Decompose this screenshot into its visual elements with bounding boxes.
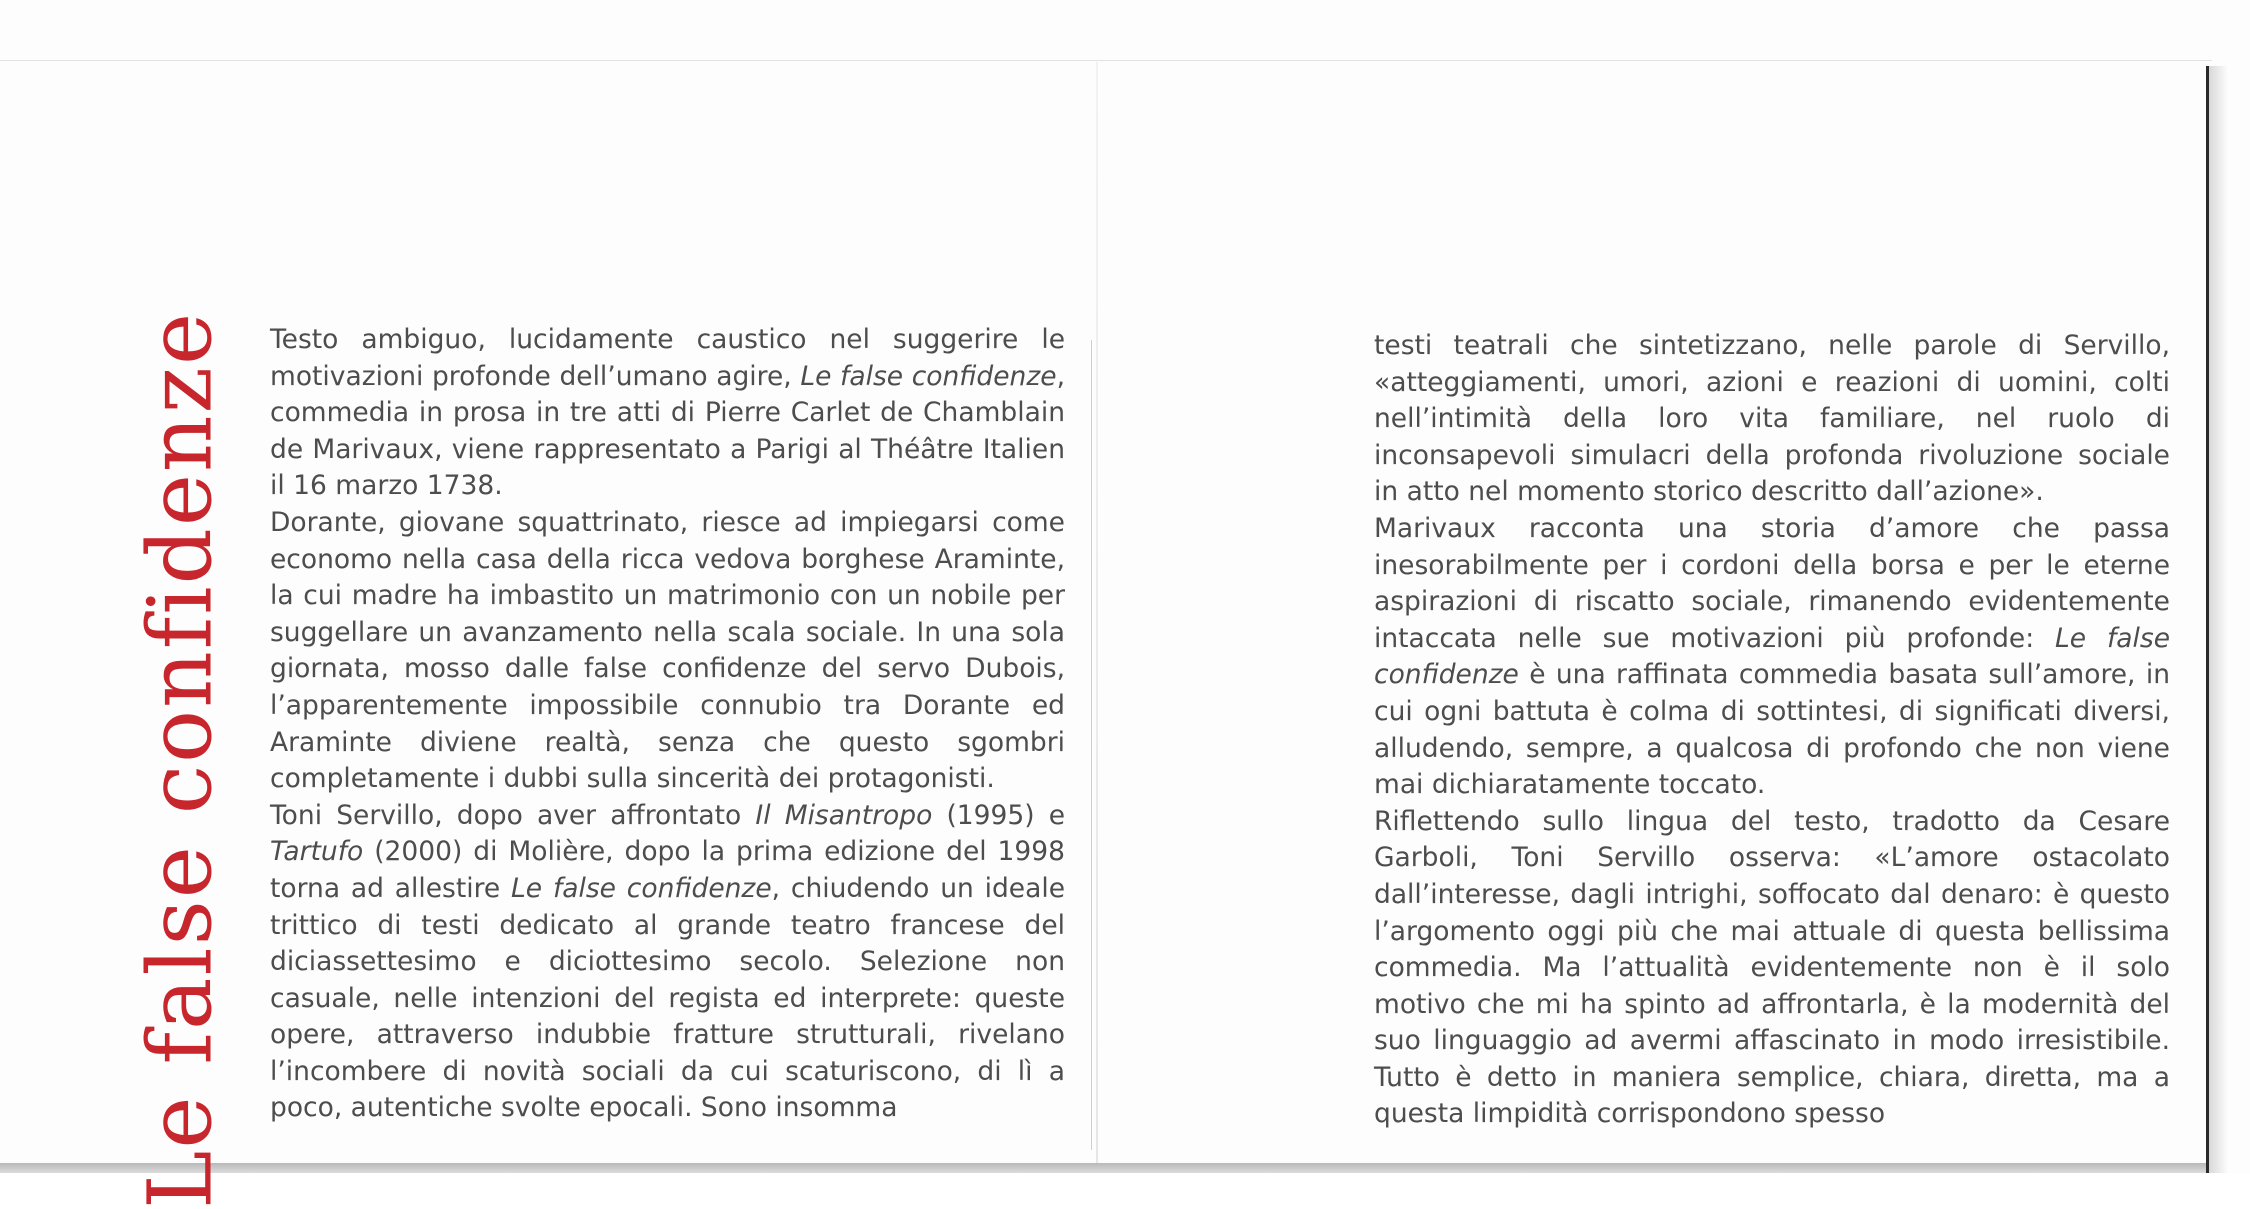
- left-column: [270, 322, 1065, 1127]
- page-top-edge: [0, 60, 2212, 61]
- text-run: testi teatrali che sintetizzano, nelle parole di Servillo, «atteggiamenti, umori, azioni e reazioni di uomini, colti nell’intimità della loro vita familiare, nel ruolo di inconsapevoli simulacri della profonda rivoluzione sociale in atto nel momento storico descritto dall’azione».: [1374, 330, 2170, 508]
- text-run: Marivaux racconta una storia d’amore che passa inesorabilmente per i cordoni della borsa e per le eterne aspirazioni di riscatto sociale, rimanendo evidentemente intaccata nelle sue motivazioni più profonde:: [1374, 512, 2170, 654]
- paragraph: [270, 798, 1065, 1127]
- page-title: Le false confidenze: [128, 310, 232, 1209]
- text-run: Testo ambiguo, lucidamente caustico nel suggerire le motivazioni profonde dell’umano agire,: [270, 324, 1065, 392]
- right-column: [1374, 328, 2170, 1133]
- text-run: , commedia in prosa in tre atti di Pierre Carlet de Chamblain de Marivaux, viene rappresentato a Parigi al Théâtre Italien il 16 marzo 1738.: [270, 360, 1065, 502]
- page-shadow: [2209, 66, 2229, 1173]
- paragraph: [1374, 328, 2170, 511]
- italic-title-text: Il Misantropo: [755, 799, 933, 831]
- page-bottom-edge: [0, 1163, 2206, 1173]
- italic-title-text: Le false confidenze: [511, 872, 772, 904]
- text-run: (1995) e: [932, 799, 1065, 831]
- paragraph: [1374, 804, 2170, 1133]
- italic-title-text: Tartufo: [270, 836, 364, 868]
- paragraph: [270, 505, 1065, 798]
- italic-title-text: Le false confidenze: [1374, 622, 2170, 691]
- paragraph: [270, 322, 1065, 505]
- text-run: Riflettendo sullo lingua del testo, tradotto da Cesare Garboli, Toni Servillo osserva: «L’amore ostacolato dall’interesse, dagli intrighi, soffocato dal denaro: è questo l’argomento oggi più che mai attuale di questa bellissima commedia. Ma l’attualità evidentemente non è il solo motivo che mi ha spinto ad affrontarla, è la modernità del suo linguaggio ad avermi affascinato in modo irresistibile. Tutto è detto in maniera semplice, chiara, diretta, ma a questa limpidità corrispondono spesso: [1374, 805, 2170, 1130]
- text-run: è una raffinata commedia basata sull’amore, in cui ogni battuta è colma di sottintesi, di significati diversi, alludendo, sempre, a qualcosa di profondo che non viene mai dichiaratamente toccato.: [1374, 659, 2170, 801]
- text-run: , chiudendo un ideale trittico di testi dedicato al grande teatro francese del diciassettesimo e diciottesimo secolo. Selezione non casuale, nelle intenzioni del regista ed interprete: queste opere, attraverso indubbie fratture strutturali, rivelano l’incombere di novità sociali da cui scaturiscono, di lì a poco, autentiche svolte epocali. Sono insomma: [270, 872, 1065, 1124]
- paragraph: [1374, 511, 2170, 804]
- text-run: Dorante, giovane squattrinato, riesce ad impiegarsi come economo nella casa della ricca vedova borghese Araminte, la cui madre ha imbastito un matrimonio con un nobile per suggellare un avanzamento nella scala sociale. In una sola giornata, mosso dalle false confidenze del servo Dubois, l’apparentemente impossibile connubio tra Dorante ed Araminte diviene realtà, senza che questo sgombri completamente i dubbi sulla sincerità dei protagonisti.: [270, 506, 1065, 795]
- italic-title-text: Le false confidenze: [800, 360, 1057, 392]
- text-run: Toni Servillo, dopo aver affrontato: [270, 799, 756, 831]
- text-run: (2000) di Molière, dopo la prima edizione del 1998 torna ad allestire: [270, 836, 1065, 904]
- spine-fold: [1096, 62, 1098, 1173]
- column-rule: [1091, 340, 1092, 1150]
